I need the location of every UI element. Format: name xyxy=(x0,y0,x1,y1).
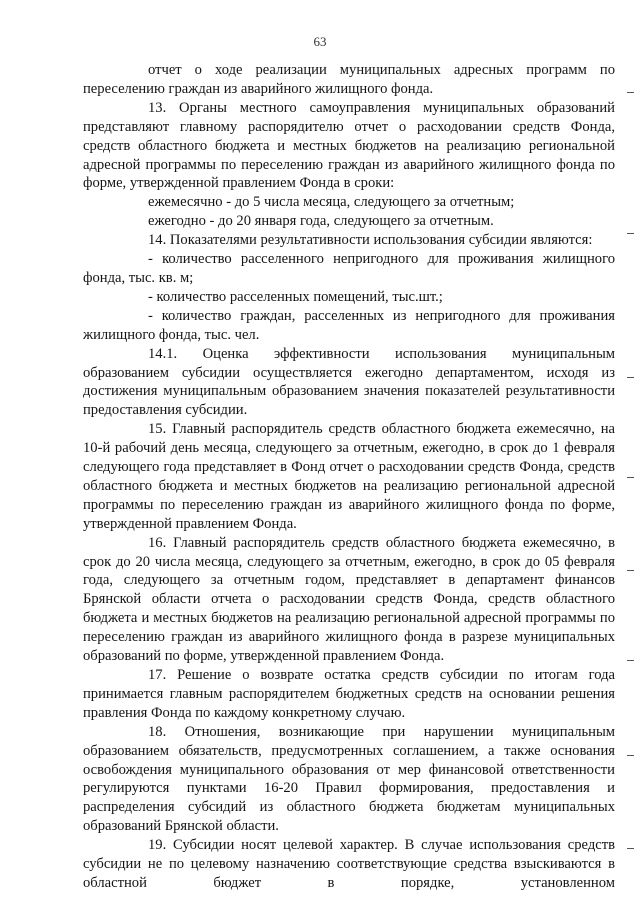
margin-scan-mark xyxy=(627,92,634,93)
margin-scan-mark xyxy=(627,377,634,378)
paragraph-15: 15. Главный распорядитель средств областного бюджета ежемесячно, на 10-й рабочий день месяца, следующего за отчетным, ежегодно, в срок до 1 февраля следующего года представляет в Фонд отчет о расходовании средств Фонда, средств областного бюджета и местных бюджетов на реализацию региональной адресной программы по переселению граждан из аварийного жилищного фонда по форме, утвержденной правлением Фонда. xyxy=(83,421,615,532)
paragraph-14-item-rooms: - количество расселенных помещений, тыс.шт.; xyxy=(148,288,443,305)
paragraph-14-1: 14.1. Оценка эффективности использования муниципальным образованием субсидии осуществляется ежегодно департаментом, исходя из достижения муниципальным образованием значения показателей результативности предоставления субсидии. xyxy=(83,345,615,419)
paragraph-13-monthly: ежемесячно - до 5 числа месяца, следующего за отчетным; xyxy=(148,194,515,211)
margin-scan-mark xyxy=(627,660,634,661)
paragraph-17: 17. Решение о возврате остатка средств субсидии по итогам года принимается главным распорядителем бюджетных средств на основании решения правления Фонда по каждому конкретному случаю. xyxy=(83,667,615,721)
paragraph-18: 18. Отношения, возникающие при нарушении муниципальным образованием обязательств, предусмотренных соглашением, а также основания освобождения муниципального образования от мер финансовой ответственности регулируются пунктами 16-20 Правил формирования, предоставления и распределения субсидий из областного бюджета бюджетам муниципальных образований Брянской области. xyxy=(83,723,615,835)
paragraph-14: 14. Показателями результативности использования субсидии являются: xyxy=(148,232,593,249)
paragraph-14-item-housing: - количество расселенного непригодного для проживания жилищного фонда, тыс. кв. м; xyxy=(83,251,615,286)
page-number: 63 xyxy=(313,34,327,49)
document-body xyxy=(83,61,615,893)
paragraph-12-continuation: отчет о ходе реализации муниципальных адресных программ по переселению граждан из аварийного жилищного фонда. xyxy=(83,62,615,97)
paragraph-14-item-citizens: - количество граждан, расселенных из непригодного для проживания жилищного фонда, тыс. чел. xyxy=(83,307,615,343)
margin-scan-mark xyxy=(627,848,634,849)
margin-scan-mark xyxy=(627,233,634,234)
margin-scan-mark xyxy=(627,755,634,756)
paragraph-19: 19. Субсидии носят целевой характер. В случае использования средств субсидии не по целевому назначению соответствующие средства взыскиваются в областной бюджет в порядке, установленном xyxy=(83,837,615,891)
paragraph-13-yearly: ежегодно - до 20 января года, следующего за отчетным. xyxy=(148,213,494,230)
margin-scan-mark xyxy=(627,477,634,478)
paragraph-16: 16. Главный распорядитель средств областного бюджета ежемесячно, в срок до 20 числа месяца, следующего за отчетным, ежегодно, в срок до 05 февраля года, следующего за отчетным годом, представляет в департамент финансов Брянской области отчета о расходовании средств Фонда, средств областного бюджета и местных бюджетов на реализацию региональной адресной программы по переселению граждан из аварийного жилищного фонда в разрезе муниципальных образований по форме, утвержденной правлением Фонда. xyxy=(83,534,615,665)
paragraph-13: 13. Органы местного самоуправления муниципальных образований представляют главному распорядителю отчет о расходовании средств Фонда, средств областного бюджета и местных бюджетов на реализацию региональной адресной программы по переселению граждан из аварийного жилищного фонда по форме, утвержденной правлением Фонда в сроки: xyxy=(83,99,615,192)
margin-scan-mark xyxy=(627,570,634,571)
